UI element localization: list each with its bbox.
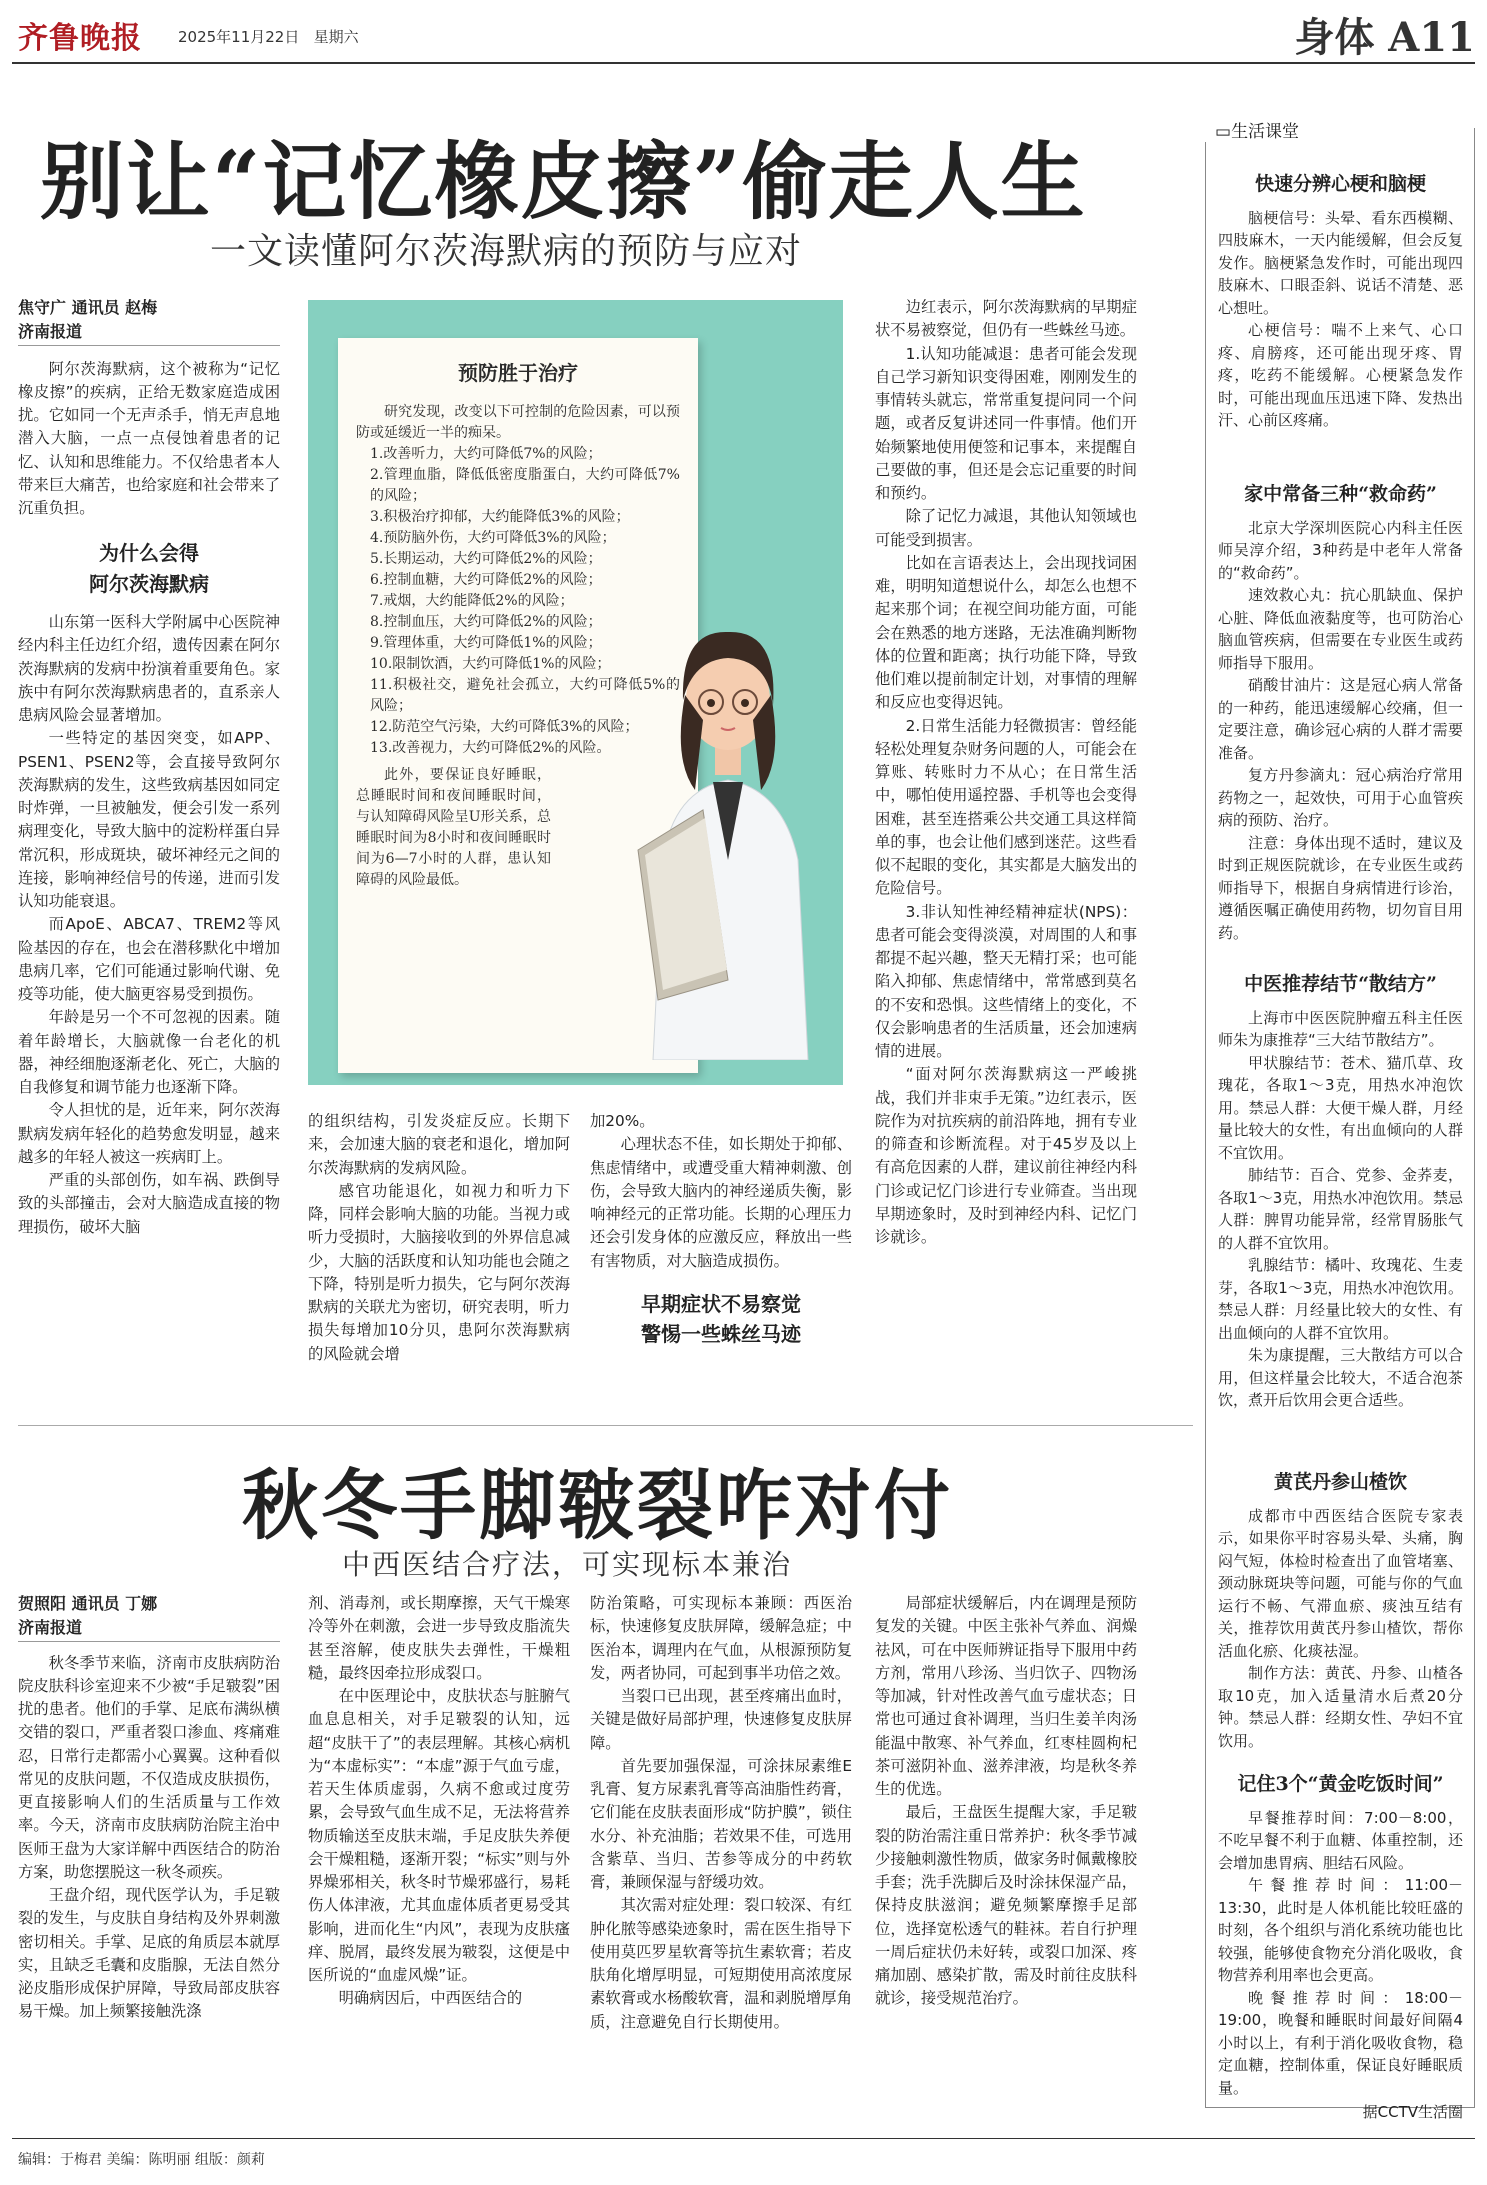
section-heading: 为什么会得: [99, 541, 199, 566]
prevention-item: 9.管理体重，大约可降低1%的风险；: [370, 635, 602, 651]
article2-col2: [308, 1592, 570, 2011]
doctor-illustration: [633, 560, 823, 1060]
prevention-item: 4.预防脑外伤，大约可降低3%的风险；: [370, 530, 616, 546]
section-heading: 警惕一些蛛丝马迹: [641, 1322, 801, 1347]
sidebar-paragraph: 心梗信号：喘不上来气、心口疼、肩膀疼，还可能出现牙疼、胃疼，吃药不能缓解。心梗紧急发作时，可能出现血压迅速下降、发热出汗、心前区疼痛。: [1218, 321, 1463, 429]
sidebar-paragraph: 肺结节：百合、党参、金荞麦，各取1～3克，用热水冲泡饮用。禁忌人群：脾胃功能异常，经常胃肠胀气的人群不宜饮用。: [1218, 1166, 1463, 1252]
prevention-item: 1.改善听力，大约可降低7%的风险；: [370, 446, 602, 462]
sidebar-source: 据CCTV生活圈: [1362, 2103, 1463, 2121]
article1-subtitle: 一文读懂阿尔茨海默病的预防与应对: [210, 231, 803, 272]
paragraph: 严重的头部创伤，如车祸、跌倒导致的头部撞击，会对大脑造成直接的物理损伤，破坏大脑: [18, 1171, 280, 1236]
sidebar-paragraph: 制作方法：黄芪、丹参、山楂各取10克，加入适量清水后煮20分钟。禁忌人群：经期女性、孕妇不宜饮用。: [1218, 1664, 1463, 1750]
sidebar-paragraph: 成都市中西医结合医院专家表示，如果你平时容易头晕、头痛，胸闷气短，体检时检查出了血管堵塞、颈动脉斑块等问题，可能与你的气血运行不畅、气滞血瘀、痰浊互结有关，推荐饮用黄芪丹参山楂饮，帮你活血化瘀、化痰祛湿。: [1218, 1506, 1463, 1660]
paragraph: 一些特定的基因突变，如APP、PSEN1、PSEN2等，会直接导致阿尔茨海默病的发生，这些致病基因如同定时炸弹，一旦被触发，便会引发一系列病理变化，导致大脑中的淀粉样蛋白异常沉积，形成斑块，破坏神经元之间的连接，影响神经信号的传递，进而引发认知功能衰退。: [18, 729, 280, 911]
prevention-item: 8.控制血压，大约可降低2%的风险；: [370, 614, 602, 630]
paragraph: 除了记忆力减退，其他认知领域也可能受到损害。: [875, 507, 1137, 549]
sidebar-section-5: [1218, 1770, 1463, 2124]
paragraph: 王盘介绍，现代医学认为，手足皲裂的发生，与皮肤自身结构及外界刺激密切相关。手掌、足底的角质层本就厚实，且缺乏毛囊和皮脂腺，无法自然分泌皮脂形成保护屏障，导致局部皮肤容易干燥。加上频繁接触洗涤: [18, 1886, 280, 2021]
sidebar-heading: 家中常备三种“救命药”: [1244, 483, 1437, 505]
sidebar-heading: 快速分辨心梗和脑梗: [1254, 173, 1426, 195]
paragraph: 年龄是另一个不可忽视的因素。随着年龄增长，大脑就像一台老化的机器，神经细胞逐渐老化、死亡，大脑的自我修复和调节能力也逐渐下降。: [18, 1008, 280, 1097]
paragraph: 1.认知功能减退：患者可能会发现自己学习新知识变得困难，刚刚发生的事情转头就忘，常常重复提问同一个问题，或者反复讲述同一件事情。他们开始频繁地使用便签和记事本，来提醒自己要做的事，但还是会忘记重要的时间和预约。: [875, 344, 1137, 502]
sidebar-paragraph: 北京大学深圳医院心内科主任医师吴淳介绍，3种药是中老年人常备的“救命药”。: [1218, 518, 1463, 582]
prevention-intro: 研究发现，改变以下可控制的危险因素，可以预防或延缓近一半的痴呆。: [356, 404, 680, 441]
paragraph: 山东第一医科大学附属中心医院神经内科主任边红介绍，遗传因素在阿尔茨海默病的发病中扮演着重要角色。家族中有阿尔茨海默病患者的，直系亲人患病风险会显著增加。: [18, 613, 280, 725]
weekday-text: 星期六: [313, 28, 359, 46]
paragraph: 边红表示，阿尔茨海默病的早期症状不易被察觉，但仍有一些蛛丝马迹。: [875, 298, 1137, 340]
article1-byline: 焦守广 通讯员 赵梅: [18, 298, 158, 317]
prevention-outro: 此外，要保证良好睡眠，总睡眠时间和夜间睡眠时间，与认知障碍风险呈U形关系，总睡眠时间为8小时和夜间睡眠时间为6—7小时的人群，患认知障碍的风险最低。: [356, 767, 551, 888]
section-heading: 早期症状不易察觉: [641, 1291, 801, 1316]
paragraph: 明确病因后，中西医结合的: [338, 1989, 523, 2008]
notebook-icon: ▭: [1215, 122, 1232, 142]
paragraph: 令人担忧的是，近年来，阿尔茨海默病发病年轻化的趋势愈发明显，越来越多的年轻人被这一疾病盯上。: [18, 1101, 280, 1166]
article1-col2: [308, 1110, 570, 1366]
sidebar-paragraph: 注意：身体出现不适时，建议及时到正规医院就诊，在专业医生或药师指导下，根据自身病情进行诊治，遵循医嘱正确使用药物，切勿盲目用药。: [1218, 833, 1463, 942]
sidebar-heading: 记住3个“黄金吃饭时间”: [1237, 1773, 1444, 1795]
paragraph: 首先要加强保湿，可涂抹尿素维E乳膏、复方尿素乳膏等高油脂性药膏，它们能在皮肤表面形成“防护膜”，锁住水分、补充油脂；若效果不佳，可选用含紫草、当归、苦参等成分的中药软膏，兼顾保湿与舒缓功效。: [590, 1756, 852, 1891]
footer-rule: [12, 2138, 1475, 2139]
sidebar-section-4: [1218, 1468, 1463, 1752]
prevention-item: 10.限制饮酒，大约可降低1%的风险；: [370, 656, 611, 672]
header-rule: [12, 62, 1475, 64]
sidebar-paragraph: 硝酸甘油片：这是冠心病人常备的一种药，能迅速缓解心绞痛，但一定要注意，确诊冠心病的人群才需要准备。: [1218, 676, 1463, 762]
paragraph: 比如在言语表达上，会出现找词困难，明明知道想说什么，却怎么也想不起来那个词；在视空间功能方面，可能会在熟悉的地方迷路，无法准确判断物体的位置和距离；执行功能下降，导致他们难以提前制定计划，对事情的理解和反应也变得迟钝。: [875, 553, 1137, 712]
paragraph: 当裂口已出现，甚至疼痛出血时，关键是做好局部护理，快速修复皮肤屏障。: [590, 1687, 852, 1752]
prevention-item: 13.改善视力，大约可降低2%的风险。: [370, 740, 611, 756]
paragraph: 心理状态不佳，如长期处于抑郁、焦虑情绪中，或遭受重大精神刺激、创伤，会导致大脑内的神经递质失衡，影响神经元的正常功能。长期的心理压力还会引发身体的应激反应，释放出一些有害物质，对大脑造成损伤。: [590, 1135, 852, 1270]
sidebar-paragraph: 朱为康提醒，三大散结方可以合用，但这样量会比较大，不适合泡茶饮，煮开后饮用会更合适些。: [1218, 1346, 1463, 1409]
newspaper-logo: 齐鲁晚报: [18, 21, 142, 56]
sidebar-paragraph: 乳腺结节：橘叶、玫瑰花、生麦芽，各取1～3克，用热水冲泡饮用。禁忌人群：月经量比较大的女性、有出血倾向的人群不宜饮用。: [1218, 1256, 1463, 1342]
sidebar-tab: [1205, 120, 1325, 142]
prevention-item: 6.控制血糖，大约可降低2%的风险；: [370, 572, 602, 588]
article1-col1: [18, 296, 280, 1239]
paragraph: 秋冬季节来临，济南市皮肤病防治院皮肤科诊室迎来不少被“手足皲裂”困扰的患者。他们的手掌、足底布满纵横交错的裂口，严重者裂口渗血、疼痛难忍，日常行走都需小心翼翼。这种看似常见的皮肤问题，不仅造成皮肤损伤，更直接影响人们的生活质量与工作效率。今天，济南市皮肤病防治院主治中医师王盘为大家详解中西医结合的防治方案，助您摆脱这一秋冬顽疾。: [18, 1653, 280, 1881]
paragraph: 加20%。: [590, 1112, 655, 1130]
paragraph: 阿尔茨海默病，这个被称为“记忆橡皮擦”的疾病，正给无数家庭造成困扰。它如同一个无声杀手，悄无声息地潜入大脑，一点一点侵蚀着患者的记忆、认知和思维能力。不仅给患者本人带来巨大痛苦，也给家庭和社会带来了沉重负担。: [18, 359, 280, 518]
article2-col4: [875, 1592, 1137, 2011]
prevention-item: 5.长期运动，大约可降低2%的风险；: [370, 551, 602, 567]
sidebar-paragraph: 甲状腺结节：苍术、猫爪草、玫瑰花，各取1～3克，用热水冲泡饮用。禁忌人群：大便干燥人群，月经量比较大的女性，有出血倾向的人群不宜饮用。: [1218, 1053, 1463, 1162]
date-text: 2025年11月22日: [178, 28, 300, 46]
article2-title: 秋冬手脚皲裂咋对付: [242, 1461, 953, 1550]
article1-dateline: 济南报道: [18, 320, 280, 345]
article2-subtitle: 中西医结合疗法，可实现标本兼治: [342, 1548, 793, 1581]
article1-col4: [875, 296, 1137, 1249]
sidebar-paragraph: 上海市中医医院肿瘤五科主任医师朱为康推荐“三大结节散结方”。: [1218, 1008, 1463, 1049]
prevention-title: 预防胜于治疗: [458, 361, 578, 385]
sidebar-paragraph: 脑梗信号：头晕、看东西模糊、四肢麻木，一天内能缓解，但会反复发作。脑梗紧急发作时，可能出现四肢麻木、口眼歪斜、说话不清楚、恶心想吐。: [1218, 208, 1463, 317]
prevention-box: [308, 300, 843, 1085]
page-number: A11: [1388, 14, 1475, 61]
sidebar-section-2: [1218, 480, 1463, 944]
article2-col1: [18, 1592, 280, 2024]
paragraph: 剂、消毒剂，或长期摩擦，天气干燥寒冷等外在刺激，会进一步导致皮脂流失甚至溶解，使皮肤失去弹性，干燥粗糙，最终因牵拉形成裂口。: [308, 1594, 570, 1682]
article1-title: 别让“记忆橡皮擦”偷走人生: [40, 132, 1087, 231]
paragraph: 感官功能退化，如视力和听力下降，同样会影响大脑的功能。当视力或听力受损时，大脑接收到的外界信息减少，大脑的活跃度和认知功能也会随之下降，特别是听力损失，它与阿尔茨海默病的关联尤为密切，研究表明，听力损失每增加10分贝，患阿尔茨海默病的风险就会增: [308, 1181, 570, 1363]
article-divider: [18, 1425, 1193, 1426]
paragraph: 局部症状缓解后，内在调理是预防复发的关键。中医主张补气养血、润燥祛风，可在中医师辨证指导下服用中药方剂，常用八珍汤、当归饮子、四物汤等加减，针对性改善气血亏虚状态；日常也可通过食补调理，当归生姜羊肉汤能温中散寒、补气养血，红枣桂圆枸杞茶可滋阴补血、滋养津液，均是秋冬养生的优选。: [875, 1594, 1137, 1798]
sidebar-paragraph: 速效救心丸：抗心肌缺血、保护心脏、降低血液黏度等，也可防治心脑血管疾病，但需要在专业医生或药师指导下服用。: [1218, 586, 1463, 672]
prevention-item: 12.防范空气污染，大约可降低3%的风险；: [370, 719, 639, 735]
article2-byline: 贺照阳 通讯员 丁娜: [18, 1594, 158, 1613]
page-label: [1294, 8, 1475, 69]
sidebar-paragraph: 早餐推荐时间：7:00－8:00，不吃早餐不利于血糖、体重控制，还会增加患胃病、胆结石风险。: [1218, 1808, 1463, 1872]
sidebar-section-1: [1218, 170, 1463, 432]
sidebar-paragraph: 晚餐推荐时间：18:00－19:00，晚餐和睡眠时间最好间隔4小时以上，有利于消化吸收食物，稳定血糖，控制体重，保证良好睡眠质量。: [1218, 1988, 1463, 2097]
footer-credits: 编辑：于梅君 美编：陈明丽 组版：颜莉: [18, 2152, 265, 2168]
sidebar-paragraph: 复方丹参滴丸：冠心病治疗常用药物之一，起效快，可用于心血管疾病的预防、治疗。: [1218, 766, 1463, 829]
prevention-item: 11.积极社交，避免社会孤立，大约可降低5%的风险；: [370, 677, 680, 714]
section-name: 身体: [1294, 14, 1375, 61]
article1-col3: [590, 1110, 852, 1350]
paragraph: 3.非认知性神经精神症状(NPS)：患者可能会变得淡漠，对周围的人和事都提不起兴趣，整天无精打采；也可能陷入抑郁、焦虑情绪中，常常感到莫名的不安和恐惧。这些情绪上的变化，不仅会影响患者的生活质量，还会加速病情的进展。: [875, 902, 1137, 1060]
article2-dateline: 济南报道: [18, 1616, 280, 1641]
sidebar-section-3: [1218, 970, 1463, 1412]
paragraph: 而ApoE、ABCA7、TREM2等风险基因的存在，也会在潜移默化中增加患病几率，它们可能通过影响代谢、免疫等功能，使大脑更容易受到损伤。: [18, 915, 280, 1004]
sidebar-paragraph: 午餐推荐时间：11:00－13:30，此时是人体机能比较旺盛的时刻，各个组织与消化系统功能也比较强，能够使食物充分消化吸收，食物营养利用率也会更高。: [1218, 1876, 1463, 1984]
paragraph: 在中医理论中，皮肤状态与脏腑气血息息相关，对手足皲裂的认知，远超“皮肤干了”的表层理解。其核心病机为“本虚标实”：“本虚”源于气血亏虚，若天生体质虚弱，久病不愈或过度劳累，会导致气血生成不足，无法将营养物质输送至皮肤末端，手足皮肤失养便会干燥粗糙，逐渐开裂；“标实”则与外界燥邪相关，秋冬时节燥邪盛行，易耗伤人体津液，尤其血虚体质者更易受其影响，进而化生“内风”，表现为皮肤瘙痒、脱屑，最终发展为皲裂，这便是中医所说的“血虚风燥”证。: [308, 1687, 570, 1984]
sidebar-heading: 中医推荐结节“散结方”: [1244, 973, 1437, 995]
sidebar-tab-label: 生活课堂: [1231, 122, 1300, 142]
paragraph: “面对阿尔茨海默病这一严峻挑战，我们并非束手无策。”边红表示，医院作为对抗疾病的前沿阵地，拥有专业的筛查和诊断流程。对于45岁及以上有高危因素的人群，建议前往神经内科门诊或记忆门诊进行专业筛查。当出现早期迹象时，及时到神经内科、记忆门诊就诊。: [875, 1065, 1137, 1246]
prevention-item: 3.积极治疗抑郁，大约能降低3%的风险；: [370, 509, 630, 525]
section-heading: 阿尔茨海默病: [89, 571, 209, 596]
paragraph: 最后，王盘医生提醒大家，手足皲裂的防治需注重日常养护：秋冬季节减少接触刺激性物质，做家务时佩戴橡胶手套；洗手洗脚后及时涂抹保湿产品，保持皮肤滋润；避免频繁摩擦手足部位，选择宽松透气的鞋袜。若自行护理一周后症状仍未好转，或裂口加深、疼痛加剧、感染扩散，需及时前往皮肤科就诊，接受规范治疗。: [875, 1803, 1137, 2008]
paragraph: 防治策略，可实现标本兼顾：西医治标，快速修复皮肤屏障，缓解急症；中医治本，调理内在气血，从根源预防复发，两者协同，可起到事半功倍之效。: [590, 1594, 852, 1682]
article2-col3: [590, 1592, 852, 2034]
issue-date: [178, 26, 359, 49]
prevention-item: 2.管理血脂，降低低密度脂蛋白，大约可降低7%的风险；: [370, 467, 680, 504]
paragraph: 2.日常生活能力轻微损害：曾经能轻松处理复杂财务问题的人，可能会在算账、转账时力不从心；在日常生活中，哪怕使用遥控器、手机等也会变得困难，甚至连搭乘公共交通工具这样简单的事，也会让他们感到迷茫。这些看似不起眼的变化，其实都是大脑发出的危险信号。: [875, 716, 1137, 898]
sidebar-heading: 黄芪丹参山楂饮: [1273, 1471, 1407, 1493]
paragraph: 其次需对症处理：裂口较深、有红肿化脓等感染迹象时，需在医生指导下使用莫匹罗星软膏等抗生素软膏；若皮肤角化增厚明显，可短期使用高浓度尿素软膏或水杨酸软膏，温和剥脱增厚角质，注意避免自行长期使用。: [590, 1896, 852, 2031]
prevention-item: 7.戒烟，大约能降低2%的风险；: [370, 593, 574, 609]
paragraph: 的组织结构，引发炎症反应。长期下来，会加速大脑的衰老和退化，增加阿尔茨海默病的发病风险。: [308, 1112, 570, 1177]
